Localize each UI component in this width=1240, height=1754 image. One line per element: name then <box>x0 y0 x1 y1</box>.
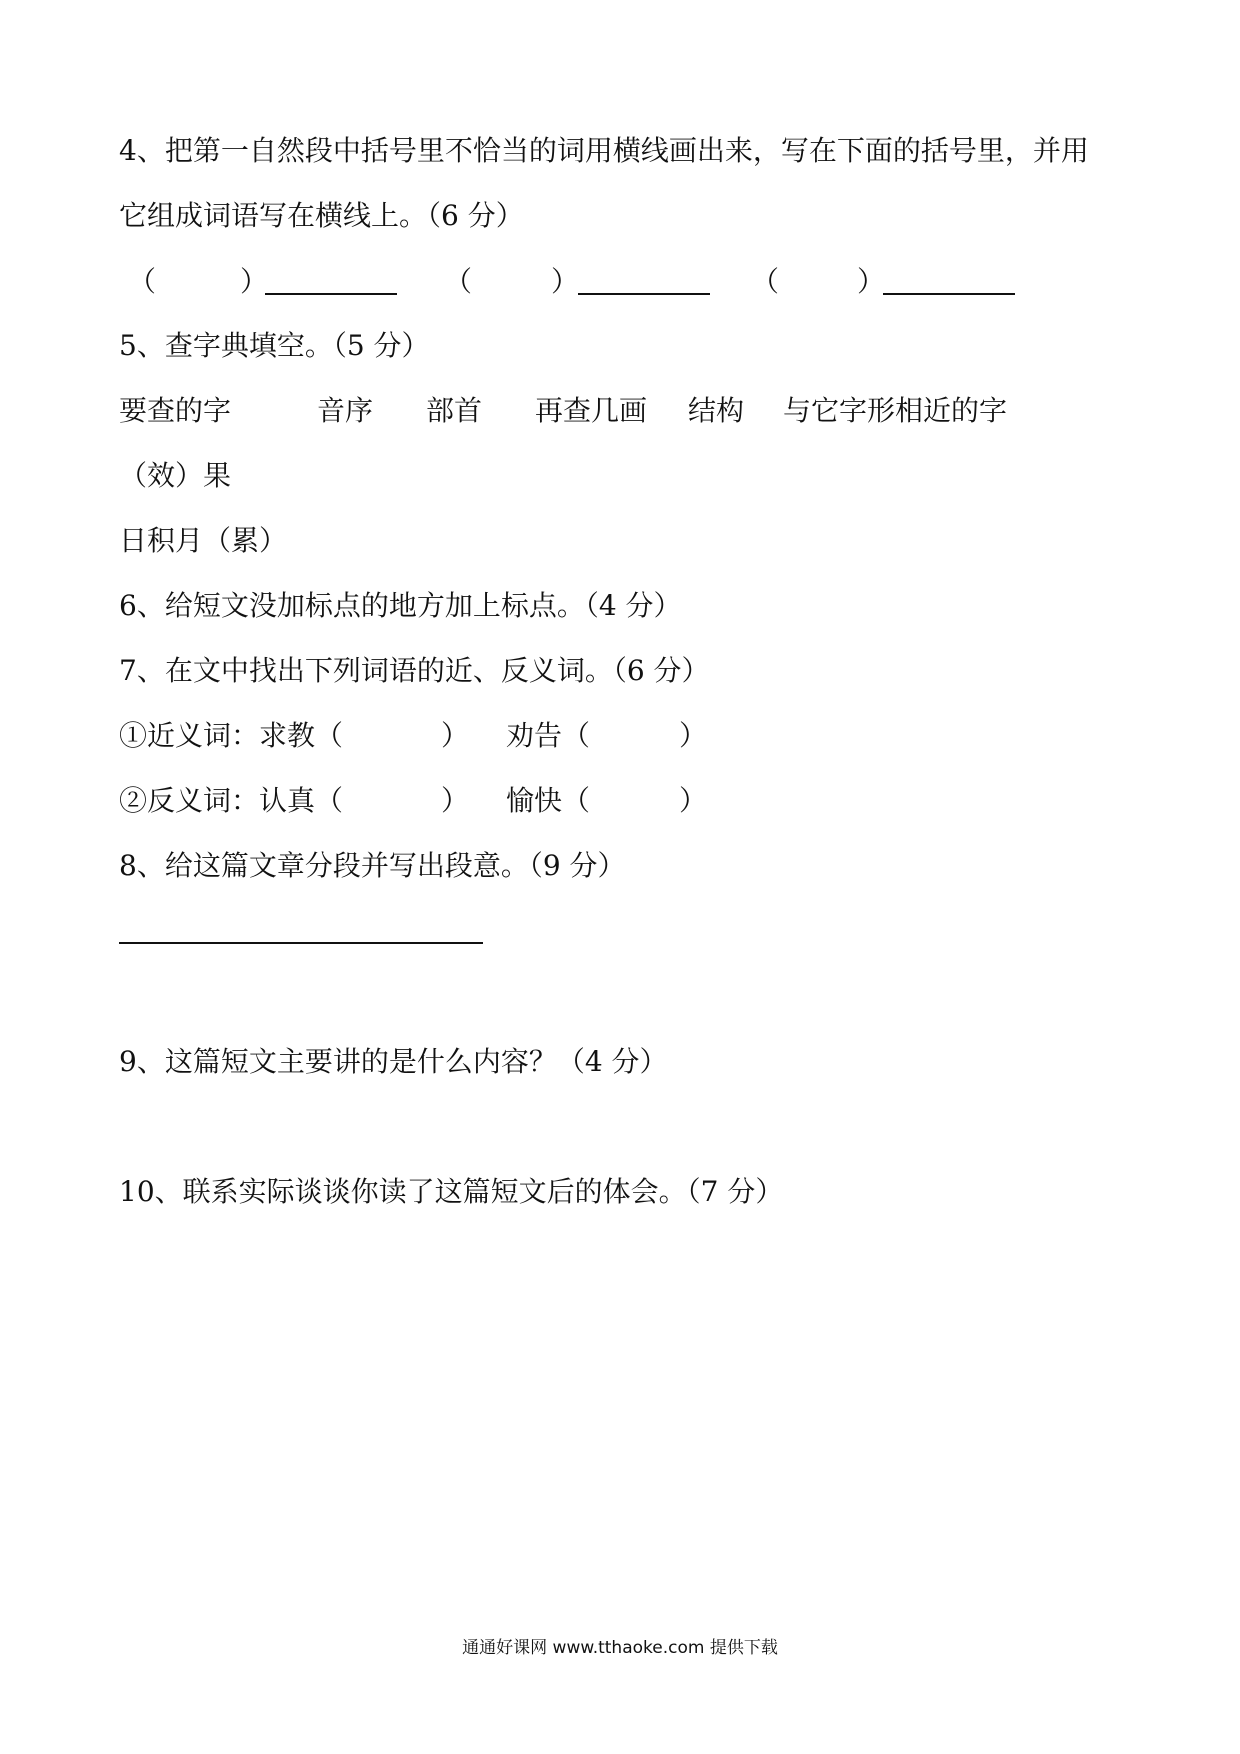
antonym-close-1: ） <box>441 784 470 817</box>
header-character: 要查的字 <box>119 394 232 427</box>
question-10-title: 10、联系实际谈谈你读了这篇短文后的体会。（7 分） <box>119 1175 784 1208</box>
header-similar-character: 与它字形相近的字 <box>783 394 1008 427</box>
paren-close-3: ） <box>857 265 886 298</box>
answer-blank-3[interactable] <box>883 293 1015 295</box>
question-4-line-2: 它组成词语写在横线上。（6 分） <box>119 199 524 232</box>
question-9-title: 9、这篇短文主要讲的是什么内容？（4 分） <box>119 1045 668 1078</box>
paren-close-2: ） <box>551 265 580 298</box>
paren-open-2: （ <box>444 265 473 298</box>
dictionary-row-1: （效）果 <box>119 459 232 492</box>
dictionary-row-2: 日积月（累） <box>119 524 288 557</box>
question-6-title: 6、给短文没加标点的地方加上标点。（4 分） <box>119 589 682 622</box>
synonym-close-1: ） <box>441 719 470 752</box>
header-radical: 部首 <box>426 394 483 427</box>
question-8-title: 8、给这篇文章分段并写出段意。（9 分） <box>119 849 626 882</box>
header-stroke-count: 再查几画 <box>535 394 648 427</box>
synonym-word-2: 劝告（ <box>506 719 591 752</box>
paren-close-1: ） <box>240 265 269 298</box>
header-structure: 结构 <box>688 394 745 427</box>
synonym-close-2: ） <box>679 719 708 752</box>
question-7-title: 7、在文中找出下列词语的近、反义词。（6 分） <box>119 654 710 687</box>
antonym-label: ②反义词：认真（ <box>119 784 344 817</box>
question-8-answer-blank[interactable] <box>119 942 483 944</box>
question-5-title: 5、查字典填空。（5 分） <box>119 329 430 362</box>
footer-credit: 通通好课网 www.tthaoke.com 提供下载 <box>462 1638 778 1658</box>
question-4-line-1: 4、把第一自然段中括号里不恰当的词用横线画出来，写在下面的括号里，并用 <box>119 134 1089 167</box>
paren-open-1: （ <box>128 265 157 298</box>
antonym-close-2: ） <box>679 784 708 817</box>
header-pinyin-order: 音序 <box>317 394 374 427</box>
answer-blank-2[interactable] <box>578 293 710 295</box>
antonym-word-2: 愉快（ <box>506 784 591 817</box>
paren-open-3: （ <box>751 265 780 298</box>
synonym-label: ①近义词：求教（ <box>119 719 344 752</box>
answer-blank-1[interactable] <box>265 293 397 295</box>
